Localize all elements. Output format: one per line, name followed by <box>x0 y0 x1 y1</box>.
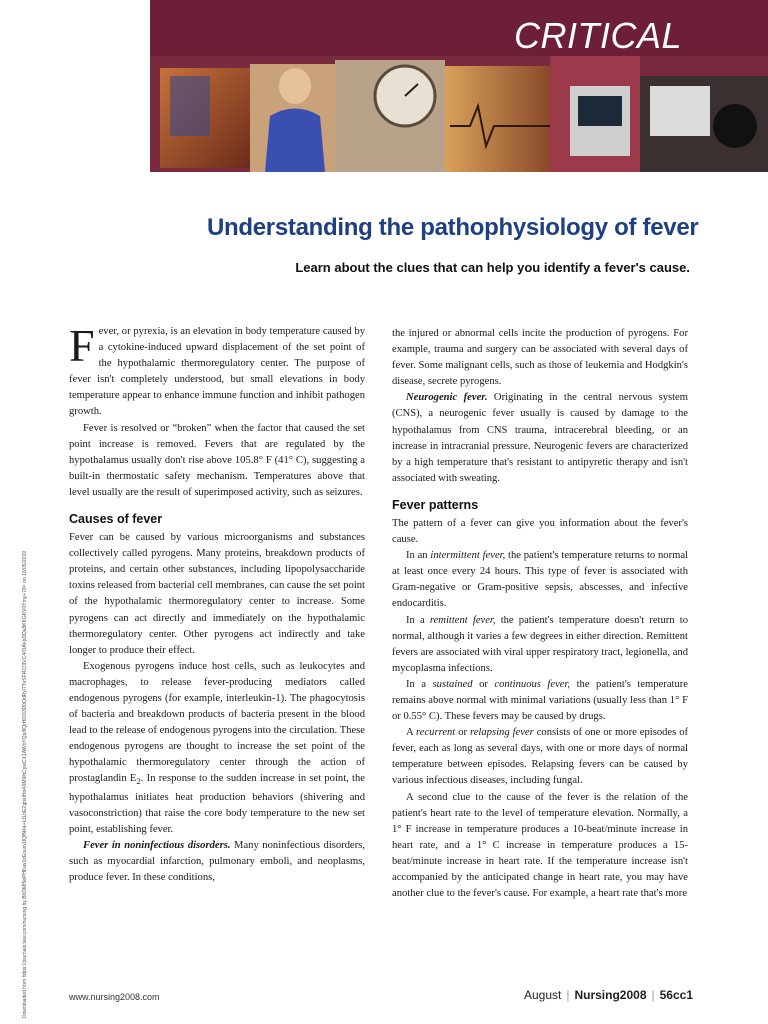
footer-month: August <box>523 988 562 1002</box>
paragraph: In a remittent fever, the patient's temperature doesn't return to normal, although it varies a few degrees in either direction. Remittent fevers are associated with viral upper respiratory tract, legionella, and mycoplasma infections. <box>392 614 688 674</box>
right-column <box>392 326 688 902</box>
section-title: CRITICAL <box>513 15 682 56</box>
header-photo-collage <box>150 56 768 172</box>
paragraph: The pattern of a fever can give you information about the fever's cause. <box>392 517 688 546</box>
footer-journal: Nursing2008 <box>574 988 647 1002</box>
paragraph: A second clue to the cause of the fever is the relation of the patient's heart rate to the level of temperature elevation. Normally, a 1° F increase in temperature produces a 10-beat/minute increase in heart rate, and a 1° C increase in temperature produces a 15-beat/minute increase in heart rate. If the temperature increase isn't accompanied by the anticipated change in heart rate, you may have another clue to the fever's cause. For example, a heart rate that's more <box>392 791 688 900</box>
download-note: Downloaded from https://journals.lww.com/nursing by BhDMf5ePHKav1zEoum1tQfN4a+kJLhEZgbsIHo4XMi0hCywCX1AWnYQp/IlQrHD3i3D0OdRyi7TvSFl4Cf3VC4/OAVpDDa8KKGKV0Ymy+78= on 10/05/2019 <box>22 550 28 1018</box>
paragraph: In an intermittent fever, the patient's temperature returns to normal at least once every 24 hours. This type of fever is associated with Gram-negative or Gram-positive sepsis, abscesses, and infective endocarditis. <box>392 550 688 610</box>
article-headline: Understanding the pathophysiology of fever <box>207 214 699 241</box>
left-column <box>69 320 366 886</box>
paragraph: A recurrent or relapsing fever consists of one or more episodes of fever, each as long as several days, with one or more days of normal temperature between episodes. Relapsing fevers can be caused by various infectious diseases, including fungal. <box>392 727 689 787</box>
paragraph: In a sustained or continuous fever, the patient's temperature remains above normal with minimal variations (usually less than 1° F or 0.55° C). These fevers may be caused by drugs. <box>392 678 688 723</box>
footer-folio: August | Nursing2008 | 56cc1 <box>523 988 693 1002</box>
header-banner <box>150 0 768 172</box>
paragraph: Neurogenic fever. Originating in the central nervous system (CNS), a neurogenic fever usually is caused by damage to the hypothalamus from CNS trauma, intracerebral bleeding, or an increase in intracranial pressure. Neurogenic fevers are characterized by a high temperature that's resistant to antipyretic therapy and isn't associated with sweating. <box>392 392 689 484</box>
article-deck: Learn about the clues that can help you identify a fever's cause. <box>295 260 690 275</box>
footer-page-number: 56cc1 <box>659 988 693 1002</box>
footer-website: www.nursing2008.com <box>69 992 160 1002</box>
section-heading: Fever patterns <box>392 497 479 512</box>
paragraph: Fever is resolved or “broken” when the factor that caused the set point increase is removed. Fevers that are regulated by the hypothalamus usually don't rise above 105.8° F (41° C), suggesting a built-in thermostatic safety mechanism. Temperatures above that level usually are the result of superimposed activity, such as seizures. <box>69 422 365 498</box>
paragraph: the injured or abnormal cells incite the production of pyrogens. For example, trauma and surgery can be associated with several days of fever. Some malignant cells, such as those of leukemia and Hodgkin's disease, secrete pyrogens. <box>392 328 688 388</box>
section-heading: Causes of fever <box>69 512 163 527</box>
drop-cap: F <box>69 320 95 371</box>
paragraph: Fever can be caused by various microorganisms and substances collectively called pyrogens. Many proteins, breakdown products of proteins, and certain other substances, including lipopolysaccharide toxins released from bacterial cell membranes, can cause the set point of the hypothalamic thermoregulatory center to increase. Some pyrogens can act directly and immediately on the hypothalamic thermoregulatory center. Other pyrogens act indirectly and take longer to produce their effect. <box>69 532 365 656</box>
paragraph: Fever, or pyrexia, is an elevation in body temperature caused by a cytokine-induced upward displacement of the set point of the hypothalamic thermoregulatory center. The purpose of fever isn't completely understood, but small elevations in body temperature appear to enhance immune function and inhibit pathogen growth. <box>69 320 365 418</box>
paragraph: Fever in noninfectious disorders. Many noninfectious disorders, such as myocardial infarction, pulmonary emboli, and neoplasms, produce fever. In these conditions, <box>69 839 366 884</box>
paragraph: Exogenous pyrogens induce host cells, such as leukocytes and macrophages, to release fever-producing mediators called endogenous pyrogens (for example, interleukin-1). The phagocytosis of bacteria and breakdown products of bacteria present in the blood lead to the release of endogenous pyrogens into the circulation. These endogenous pyrogens are thought to increase the set point of the hypothalamic thermoregulatory center through the action of prostaglandin $E_2$. In response to the sudden increase in set point, the hypothalamus initiates heat production behaviors (shivering and vasoconstriction) that raise the core body temperature to the new set point, establishing fever. <box>69 660 365 835</box>
